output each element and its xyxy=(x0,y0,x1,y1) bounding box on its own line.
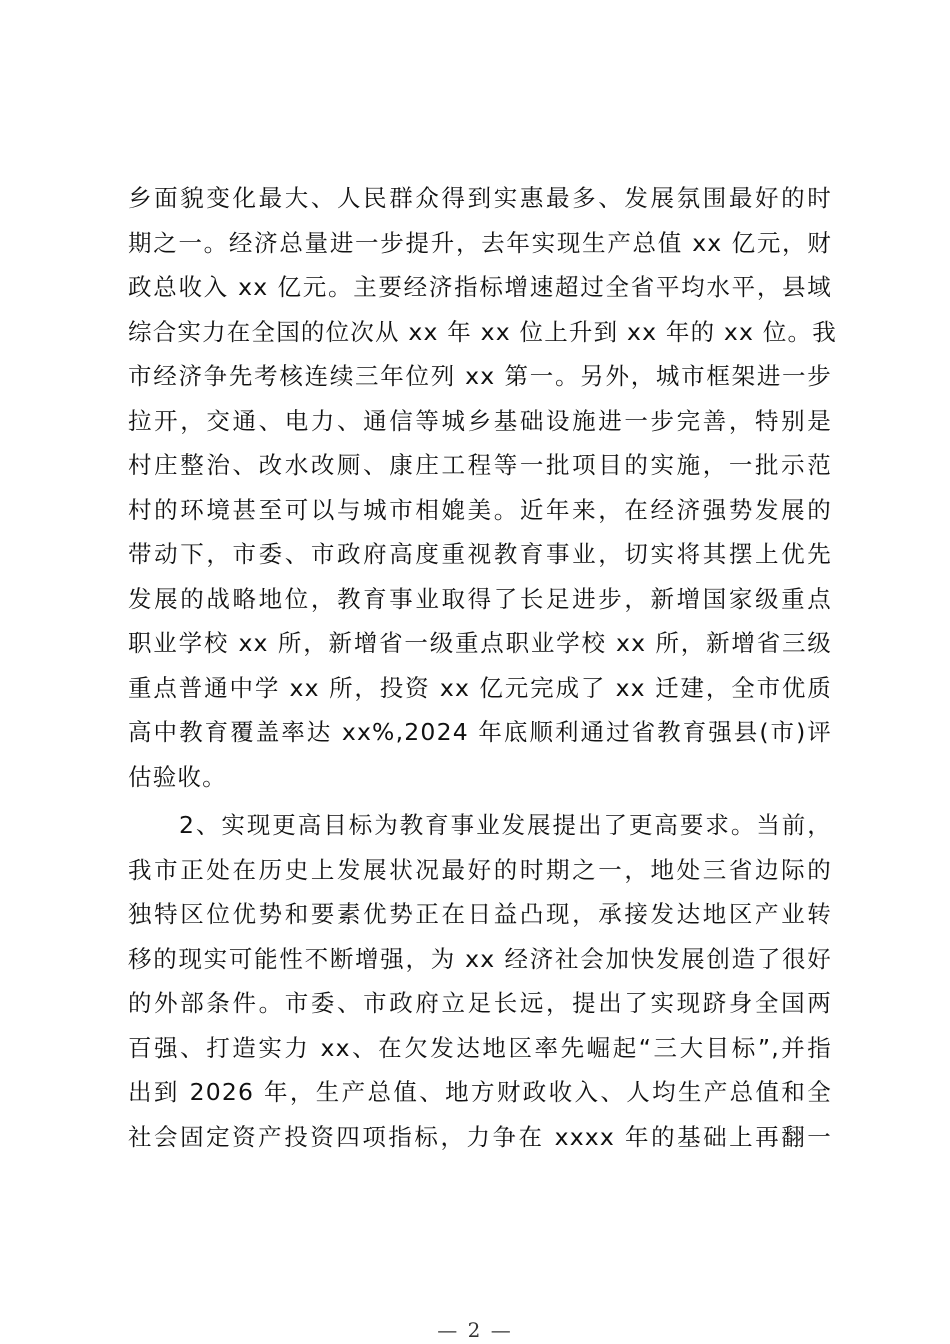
text-line: 市经济争先考核连续三年位列 xx 第一。另外，城市框架进一步 xyxy=(128,362,832,390)
text-line: 综合实力在全国的位次从 xx 年 xx 位上升到 xx 年的 xx 位。我 xyxy=(128,317,837,346)
text-line: 村庄整治、改水改厕、康庄工程等一批项目的实施，一批示范 xyxy=(128,451,832,479)
text-line: 我市正处在历史上发展状况最好的时期之一，地处三省边际的 xyxy=(128,855,832,884)
page-number: — 2 — xyxy=(437,1318,513,1342)
paragraph-1 xyxy=(128,176,837,799)
text-line: 村的环境甚至可以与城市相媲美。近年来，在经济强势发展的 xyxy=(128,495,832,524)
document-body xyxy=(128,176,837,1159)
text-line: 高中教育覆盖率达 xx%,2024 年底顺利通过省教育强县(市)评 xyxy=(128,718,832,746)
text-line: 政总收入 xx 亿元。主要经济指标增速超过全省平均水平，县域 xyxy=(128,273,832,301)
text-line: 独特区位优势和要素优势正在日益凸现，承接发达地区产业转 xyxy=(128,900,832,928)
text-line: 出到 2026 年，生产总值、地方财政收入、人均生产总值和全 xyxy=(128,1078,832,1106)
paragraph-2 xyxy=(128,803,832,1159)
text-line: 移的现实可能性不断增强，为 xx 经济社会加快发展创造了很好 xyxy=(128,944,832,973)
text-line: 社会固定资产投资四项指标，力争在 xxxx 年的基础上再翻一 xyxy=(128,1122,832,1151)
text-line: 乡面貌变化最大、人民群众得到实惠最多、发展氛围最好的时 xyxy=(128,184,832,212)
text-line: 2、实现更高目标为教育事业发展提出了更高要求。当前， xyxy=(128,811,832,839)
text-line: 的外部条件。市委、市政府立足长远，提出了实现跻身全国两 xyxy=(128,989,832,1017)
text-line: 百强、打造实力 xx、在欠发达地区率先崛起“三大目标”,并指 xyxy=(128,1033,832,1062)
text-line: 带动下，市委、市政府高度重视教育事业，切实将其摆上优先 xyxy=(128,540,832,568)
text-line: 拉开，交通、电力、通信等城乡基础设施进一步完善，特别是 xyxy=(128,406,832,435)
text-line: 职业学校 xx 所，新增省一级重点职业学校 xx 所，新增省三级 xyxy=(128,629,832,657)
text-line: 发展的战略地位，教育事业取得了长足进步，新增国家级重点 xyxy=(128,584,832,613)
text-line: 重点普通中学 xx 所，投资 xx 亿元完成了 xx 迁建，全市优质 xyxy=(128,673,832,702)
text-line: 估验收。 xyxy=(128,762,227,791)
text-line: 期之一。经济总量进一步提升，去年实现生产总值 xx 亿元，财 xyxy=(128,228,832,257)
